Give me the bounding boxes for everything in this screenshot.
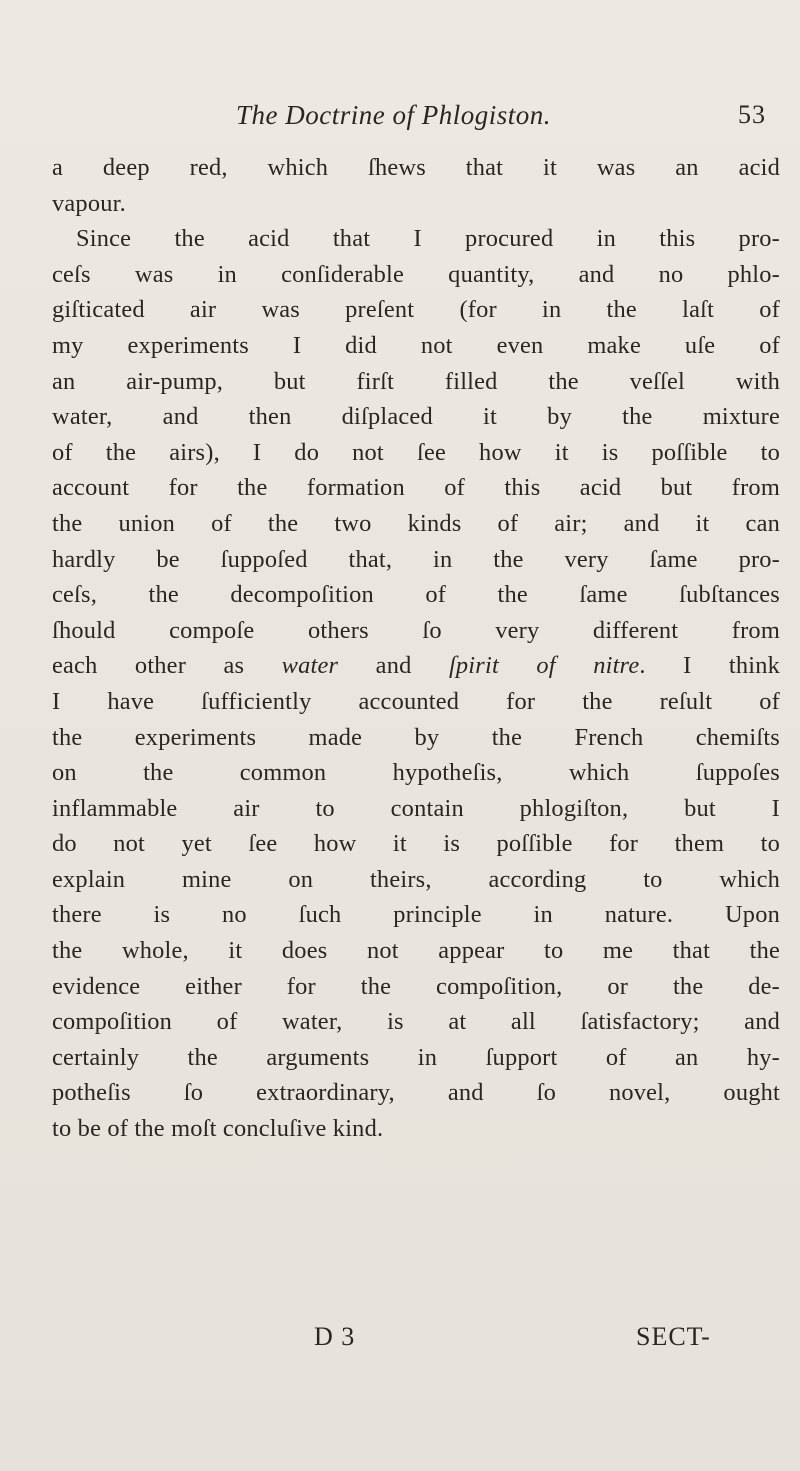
text-line: the union of the two kinds of air; and it can [52,509,780,537]
text-line: there is no ſuch principle in nature. Upon [52,901,780,929]
body-text [52,150,780,1147]
page-footer [0,1322,800,1362]
text-line: explain mine on theirs, according to which [52,865,780,893]
text-line: certainly the arguments in ſupport of an hy- [52,1043,780,1071]
text-line: inflammable air to contain phlogiſton, but I [52,794,780,822]
text-run: each other as [52,652,282,680]
signature-mark: D 3 [314,1322,356,1351]
text-line: hardly be ſuppoſed that, in the very ſame pro- [52,545,780,573]
text-line: ſhould compoſe others ſo very different from [52,616,780,644]
page-number: 53 [738,100,766,129]
italic-term-spirit-of-nitre: ſpirit of nitre [448,652,640,680]
text-line: the experiments made by the French chemiſts [52,723,780,751]
italic-term-water: water [281,652,339,680]
text-line: I have ſufficiently accounted for the reſult of [52,687,780,715]
text-line: water, and then diſplaced it by the mixture [52,403,780,431]
text-line: Since the acid that I procured in this pro- [76,225,780,253]
text-line: account for the formation of this acid but from [52,474,780,502]
text-line: giſticated air was preſent (for in the laſt of [52,296,780,324]
text-line: a deep red, which ſhews that it was an acid [52,154,780,181]
text-line: the whole, it does not appear to me that the [52,937,780,965]
running-title: The Doctrine of Phlogiston. [236,100,551,130]
text-line: an air-pump, but firſt filled the veſſel with [52,367,780,395]
text-run: and [338,652,449,680]
running-head [0,100,800,140]
text-line: ceſs, the decompoſition of the ſame ſubſtances [52,581,780,609]
catchword: SECT- [636,1322,711,1351]
text-line: evidence either for the compoſition, or the de- [52,972,780,1000]
text-line: ceſs was in conſiderable quantity, and no phlo- [52,260,780,288]
text-line: do not yet ſee how it is poſſible for them to [52,830,780,858]
text-line: to be of the moſt concluſive kind. [52,1115,384,1143]
text-run: . I think [639,652,781,680]
text-line: on the common hypotheſis, which ſuppoſes [52,759,780,787]
text-line-with-italics [52,648,780,684]
text-line: of the airs), I do not ſee how it is poſſible to [52,438,780,466]
text-line: vapour. [52,189,126,217]
text-line: my experiments I did not even make uſe of [52,331,780,359]
text-line: potheſis ſo extraordinary, and ſo novel, ought [52,1079,780,1107]
text-line: compoſition of water, is at all ſatisfactory; and [52,1008,780,1036]
